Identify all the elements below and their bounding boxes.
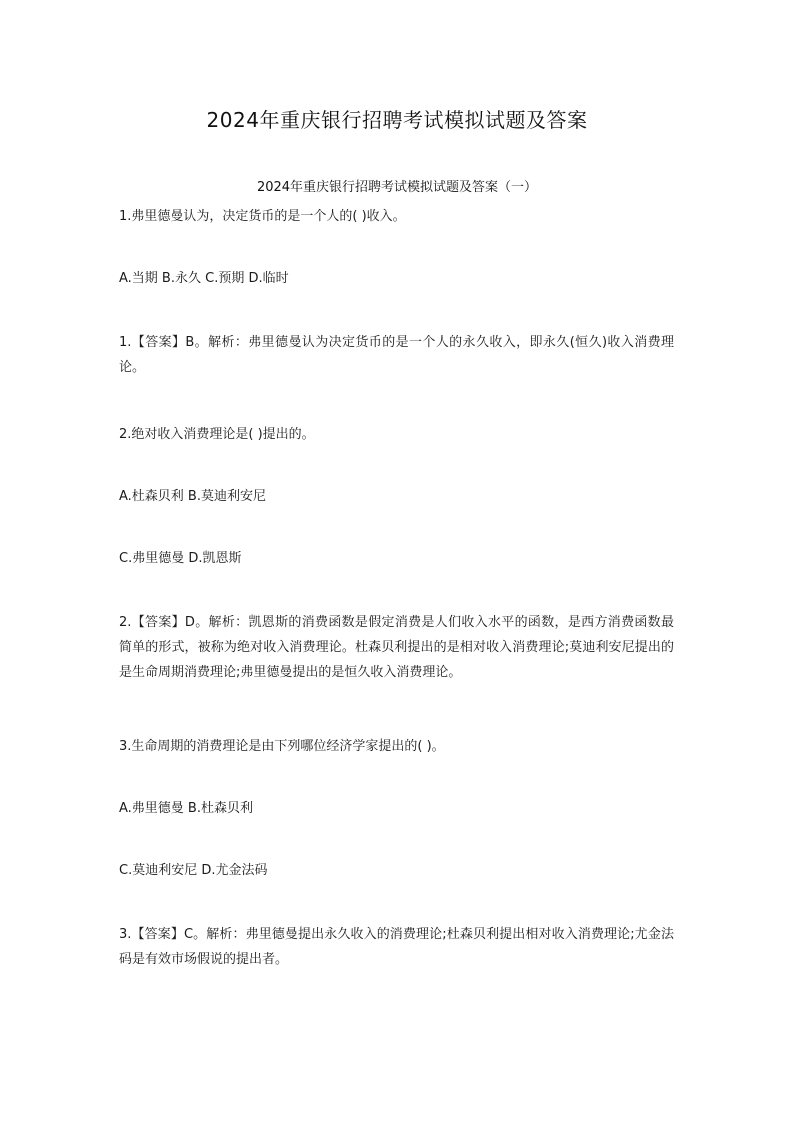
document-title: 2024年重庆银行招聘考试模拟试题及答案 [206, 108, 588, 132]
document-subtitle: 2024年重庆银行招聘考试模拟试题及答案（一） [256, 180, 538, 195]
answer-3: 3.【答案】C。解析：弗里德曼提出永久收入的消费理论;杜森贝利提出相对收入消费理论;尤金法码是有效市场假说的提出者。 [119, 927, 674, 967]
question-1: 1.弗里德曼认为，决定货币的是一个人的( )收入。 [119, 209, 406, 224]
answer-2: 2.【答案】D。解析：凯恩斯的消费函数是假定消费是人们收入水平的函数，是西方消费函数最简单的形式，被称为绝对收入消费理论。杜森贝利提出的是相对收入消费理论;莫迪利安尼提出的是生命周期消费理论;弗里德曼提出的是恒久收入消费理论。 [119, 615, 674, 680]
question-2: 2.绝对收入消费理论是( )提出的。 [119, 427, 315, 442]
question-3-options-line-1: A.弗里德曼 B.杜森贝利 [119, 801, 253, 816]
question-3-options-line-2: C.莫迪利安尼 D.尤金法码 [119, 863, 268, 878]
question-1-options: A.当期 B.永久 C.预期 D.临时 [119, 271, 289, 286]
question-2-options-line-2: C.弗里德曼 D.凯恩斯 [119, 551, 242, 566]
answer-1: 1.【答案】B。解析：弗里德曼认为决定货币的是一个人的永久收入，即永久(恒久)收入消费理论。 [119, 335, 674, 375]
question-3: 3.生命周期的消费理论是由下列哪位经济学家提出的( )。 [119, 739, 445, 754]
question-2-options-line-1: A.杜森贝利 B.莫迪利安尼 [119, 489, 266, 504]
